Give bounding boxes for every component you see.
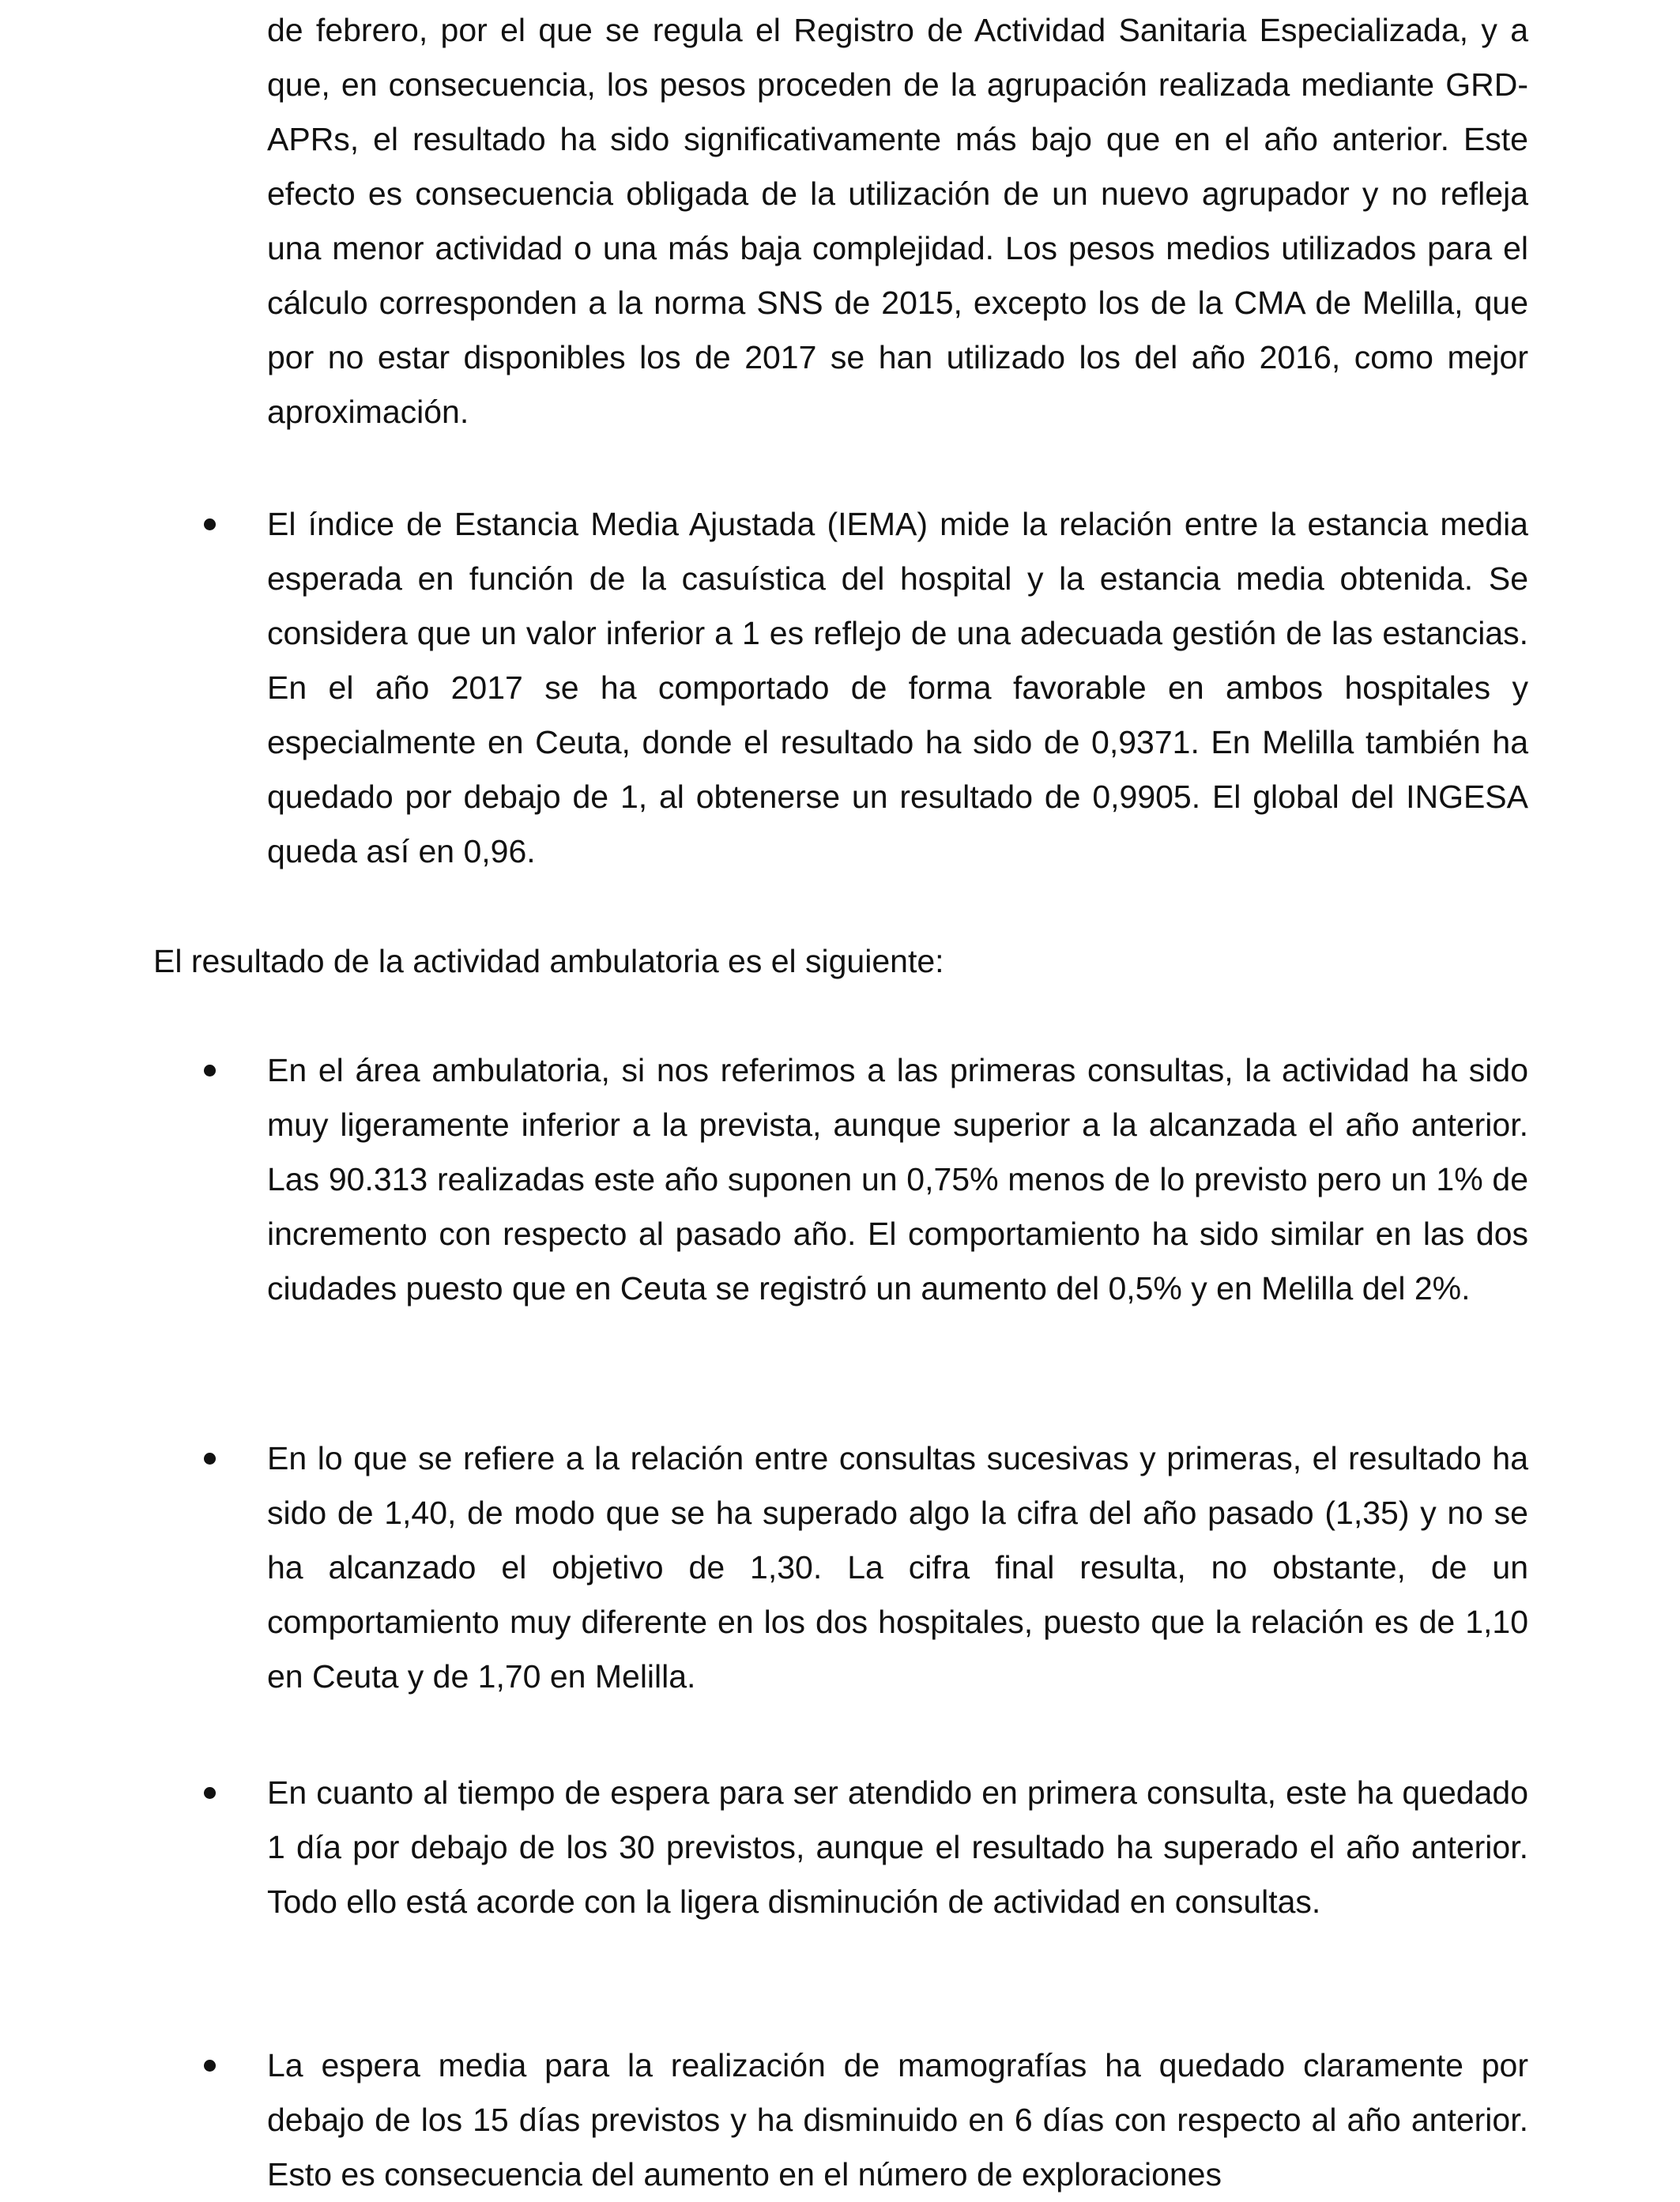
bullet-text: El índice de Estancia Media Ajustada (IEMA) mide la relación entre la estancia media esperada en función de la casuística del hospital y la estancia media obtenida. Se considera que un valor inferior a 1 es reflejo de una adecuada gestión de las estancias. En el año 2017 se ha comportado de forma favorable en ambos hospitales y especialmente en Ceuta, donde el resultado ha sido de 0,9371. En Melilla también ha quedado por debajo de 1, al obtenerse un resultado de 0,9905. El global del INGESA queda así en 0,96. [267, 506, 1528, 869]
bullet-icon [204, 1453, 216, 1465]
bullet-icon [204, 518, 216, 530]
bullet-icon [204, 1065, 216, 1076]
bullet-icon [204, 2060, 216, 2072]
intro-ambulatoria: El resultado de la actividad ambulatoria es el siguiente: [153, 943, 944, 979]
bullet-text: En cuanto al tiempo de espera para ser atendido en primera consulta, este ha quedado 1 día por debajo de los 30 previstos, aunque el resultado ha superado el año anterior. Todo ello está acorde con la ligera disminución de actividad en consultas. [267, 1774, 1528, 1920]
bullet-item-mamografias [267, 2038, 1528, 2202]
bullet-icon [204, 1787, 216, 1799]
bullet-item-tiempo-espera [267, 1766, 1528, 1929]
bullet-text: En lo que se refiere a la relación entre consultas sucesivas y primeras, el resultado ha sido de 1,40, de modo que se ha superado algo la cifra del año pasado (1,35) y no se ha alcanzado el objetivo de 1,30. La cifra final resulta, no obstante, de un comportamiento muy diferente en los dos hospitales, puesto que la relación es de 1,10 en Ceuta y de 1,70 en Melilla. [267, 1440, 1528, 1695]
bullet-item-iema [267, 497, 1528, 879]
bullet-text: En el área ambulatoria, si nos referimos a las primeras consultas, la actividad ha sido muy ligeramente inferior a la prevista, aunque superior a la alcanzada el año anterior. Las 90.313 realizadas este año suponen un 0,75% menos de lo previsto pero un 1% de incremento con respecto al pasado año. El comportamiento ha sido similar en las dos ciudades puesto que en Ceuta se registró un aumento del 0,5% y en Melilla del 2%. [267, 1052, 1528, 1306]
continuation-paragraph: de febrero, por el que se regula el Registro de Actividad Sanitaria Especializada, y a que, en consecuencia, los pesos proceden de la agrupación realizada mediante GRD-APRs, el resultado ha sido significativamente más bajo que en el año anterior. Este efecto es consecuencia obligada de la utilización de un nuevo agrupador y no refleja una menor actividad o una más baja complejidad. Los pesos medios utilizados para el cálculo corresponden a la norma SNS de 2015, excepto los de la CMA de Melilla, que por no estar disponibles los de 2017 se han utilizado los del año 2016, como mejor aproximación. [267, 12, 1528, 430]
bullet-item-relacion-sucesivas [267, 1431, 1528, 1704]
bullet-item-primeras-consultas [267, 1043, 1528, 1316]
bullet-text: La espera media para la realización de mamografías ha quedado claramente por debajo de los 15 días previstos y ha disminuido en 6 días con respecto al año anterior. Esto es consecuencia del aumento en el número de exploraciones [267, 2047, 1528, 2193]
